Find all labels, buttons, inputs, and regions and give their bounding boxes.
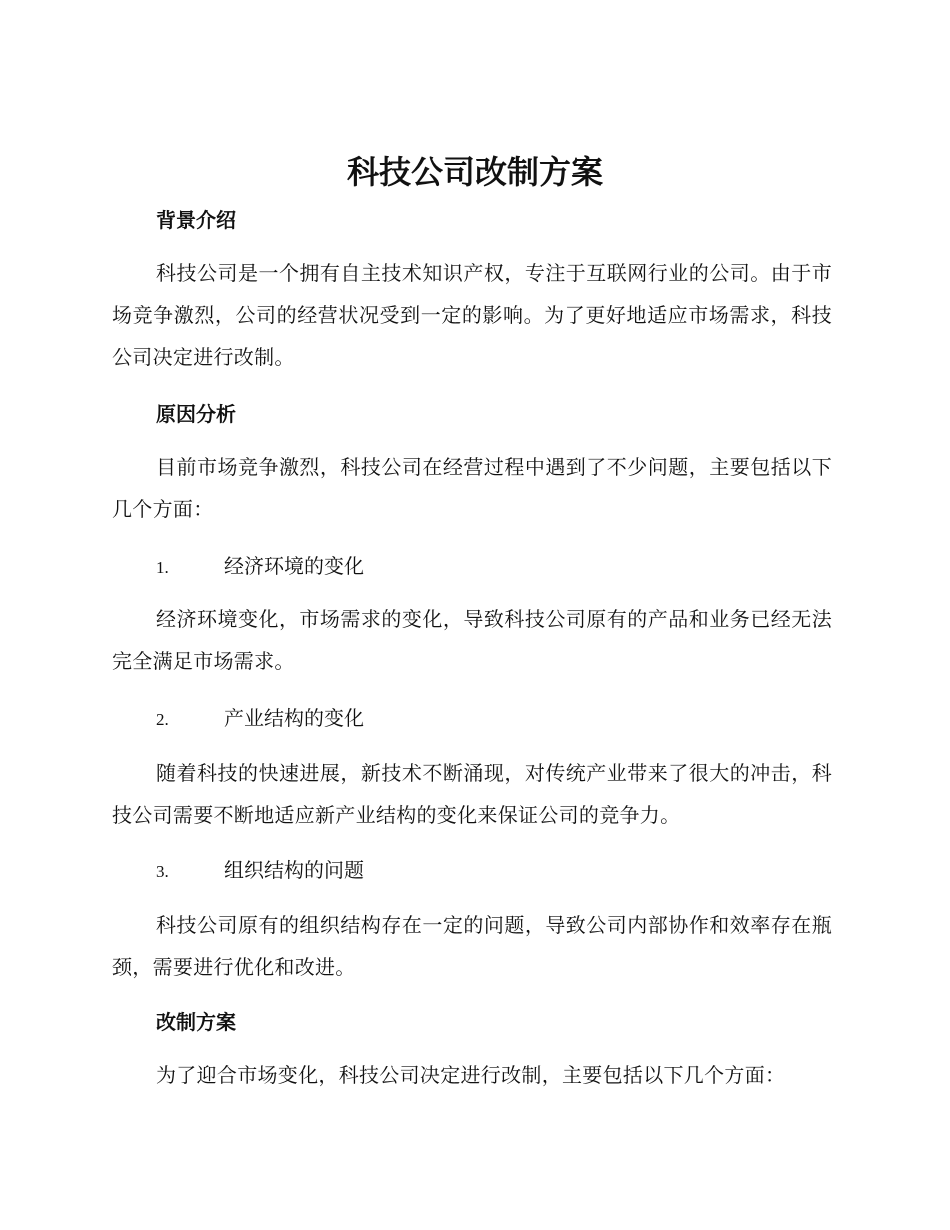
list-item-title: 组织结构的问题 — [224, 858, 364, 882]
paragraph-background: 科技公司是一个拥有自主技术知识产权，专注于互联网行业的公司。由于市场竞争激烈，公司的经营状况受到一定的影响。为了更好地适应市场需求，科技公司决定进行改制。 — [112, 261, 832, 369]
list-item-title: 产业结构的变化 — [224, 706, 364, 730]
list-item-3 — [156, 855, 364, 887]
paragraph-item-2: 随着科技的快速进展，新技术不断涌现，对传统产业带来了很大的冲击，科技公司需要不断地适应新产业结构的变化来保证公司的竞争力。 — [112, 761, 832, 827]
list-item-title: 经济环境的变化 — [224, 554, 364, 578]
section-heading-background: 背景介绍 — [156, 208, 236, 232]
section-heading-reform-plan: 改制方案 — [156, 1010, 236, 1034]
list-item-1 — [156, 551, 364, 583]
paragraph-item-3: 科技公司原有的组织结构存在一定的问题，导致公司内部协作和效率存在瓶颈，需要进行优化和改进。 — [112, 913, 832, 979]
paragraph-cause-intro: 目前市场竞争激烈，科技公司在经营过程中遇到了不少问题，主要包括以下几个方面： — [112, 455, 832, 521]
list-number: 3. — [156, 862, 169, 881]
paragraph-item-1: 经济环境变化，市场需求的变化，导致科技公司原有的产品和业务已经无法完全满足市场需求。 — [112, 607, 832, 673]
document-title: 科技公司改制方案 — [346, 153, 603, 191]
section-heading-cause-analysis: 原因分析 — [156, 402, 236, 426]
list-item-2 — [156, 703, 364, 735]
list-number: 2. — [156, 710, 169, 729]
list-number: 1. — [156, 558, 169, 577]
paragraph-reform-intro: 为了迎合市场变化，科技公司决定进行改制，主要包括以下几个方面： — [156, 1063, 786, 1087]
